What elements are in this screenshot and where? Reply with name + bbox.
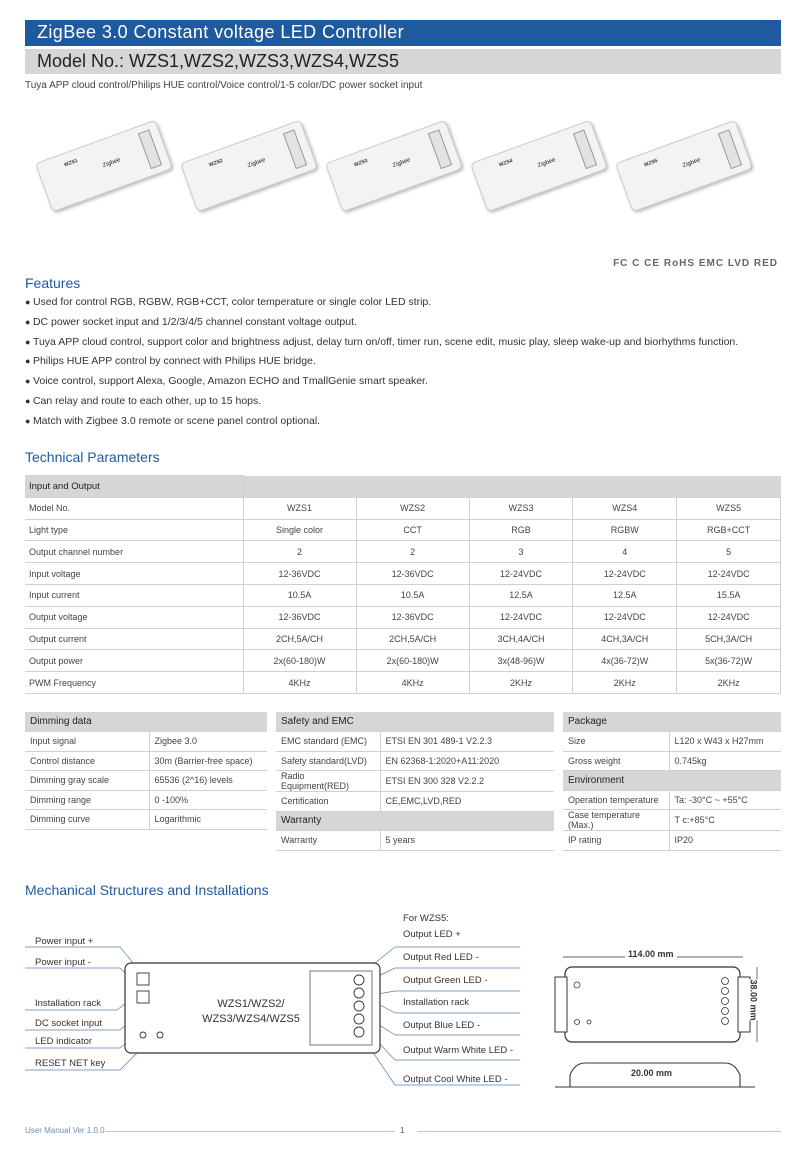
label-for-wzs5: For WZS5: [403, 913, 449, 924]
feature-item: ● Match with Zigbee 3.0 remote or scene panel control optional. [25, 415, 785, 435]
row-value: T c:+85°C [669, 810, 781, 831]
row-label: PWM Frequency [25, 672, 243, 694]
row-value: CCT [356, 519, 469, 541]
row-label: Model No. [25, 497, 243, 519]
label-green: Output Green LED - [403, 975, 488, 986]
row-value: 2CH,5A/CH [356, 628, 469, 650]
table-row [25, 790, 267, 810]
product-wzs3 [325, 120, 463, 213]
row-value: ETSI EN 300 328 V2.2.2 [380, 771, 554, 792]
row-label: Output channel number [25, 541, 243, 563]
row-label: Radio Equipment(RED) [276, 771, 380, 792]
row-value: 12-36VDC [356, 563, 469, 585]
row-label: Input voltage [25, 563, 243, 585]
row-label: EMC standard (EMC) [276, 732, 380, 752]
row-label: Case temperature (Max.) [563, 810, 669, 831]
package-heading: Package [563, 712, 781, 732]
row-value: 2x(60-180)W [243, 650, 356, 672]
row-value: 2KHz [677, 672, 781, 694]
table-row [25, 810, 267, 830]
terminal-block [573, 129, 597, 169]
zigbee-logo-icon: Zigbee [537, 157, 557, 170]
table-row [25, 584, 781, 606]
device-model-label: WZS1/WZS2/ WZS3/WZS4/WZS5 [202, 998, 300, 1025]
label-dc-socket: DC socket input [35, 1018, 103, 1029]
product-label: WZS2 [208, 157, 224, 169]
row-value: 12-24VDC [469, 563, 573, 585]
label-cool-white: Output Cool White LED - [403, 1074, 508, 1085]
row-value: 2 [356, 541, 469, 563]
label-power-in-plus: Power input + [35, 936, 94, 947]
warranty-heading: Warranty [276, 811, 554, 831]
table-row [563, 790, 781, 810]
page-number: 1 [400, 1126, 405, 1135]
table-row [25, 541, 781, 563]
table-row [25, 628, 781, 650]
label-led-indicator: LED indicator [35, 1036, 93, 1047]
row-label: Output voltage [25, 606, 243, 628]
row-value: Logarithmic [149, 810, 267, 830]
package-rows [563, 732, 781, 771]
row-value: 3CH,4A/CH [469, 628, 573, 650]
row-value: 12-36VDC [356, 606, 469, 628]
product-label: WZS4 [498, 157, 514, 169]
zigbee-logo-icon: Zigbee [247, 157, 267, 170]
table-row [25, 606, 781, 628]
product-images [30, 100, 770, 230]
terminal-block [718, 129, 742, 169]
row-value: 4x(36-72)W [573, 650, 677, 672]
row-label: Dimming range [25, 790, 149, 810]
row-value: 12-36VDC [243, 606, 356, 628]
warranty-value: 5 years [380, 831, 554, 851]
row-value: 12.5A [469, 584, 573, 606]
row-value: 2KHz [469, 672, 573, 694]
safety-rows [276, 732, 554, 812]
feature-item: ● Voice control, support Alexa, Google, Amazon ECHO and TmallGenie smart speaker. [25, 375, 785, 395]
row-label: Light type [25, 519, 243, 541]
row-value: RGB+CCT [677, 519, 781, 541]
package-table [563, 712, 781, 851]
table-row [276, 732, 554, 752]
feature-item: ● Tuya APP cloud control, support color and brightness adjust, delay turn on/off, timer run, scene edit, music play, sleep wake-up and biorhythms function. [25, 336, 785, 356]
label-reset-key: RESET NET key [35, 1058, 106, 1069]
row-label: Output current [25, 628, 243, 650]
table-row [25, 519, 781, 541]
row-value: ETSI EN 301 489-1 V2.2.3 [380, 732, 554, 752]
product-label: WZS3 [353, 157, 369, 169]
table-row [563, 810, 781, 831]
feature-item: ● Can relay and route to each other, up to 15 hops. [25, 395, 785, 415]
row-value: 12-24VDC [677, 563, 781, 585]
mech-heading: Mechanical Structures and Installations [25, 882, 269, 898]
row-value: 4KHz [243, 672, 356, 694]
terminal-block [428, 129, 452, 169]
label-warm-white: Output Warm White LED - [403, 1045, 513, 1056]
page-title: ZigBee 3.0 Constant voltage LED Controller [25, 20, 781, 46]
table-row [276, 792, 554, 812]
row-label: Gross weight [563, 751, 669, 771]
label-output-led-plus: Output LED + [403, 929, 461, 940]
table-row [276, 771, 554, 792]
row-value: IP20 [669, 831, 781, 851]
product-wzs2 [180, 120, 318, 213]
table-row [25, 497, 781, 519]
dim-depth: 20.00 mm [631, 1068, 673, 1078]
row-value: 15.5A [677, 584, 781, 606]
product-label: WZS1 [63, 157, 79, 169]
row-value: 5x(36-72)W [677, 650, 781, 672]
row-value: 65536 (2^16) levels [149, 771, 267, 791]
row-value: 0 -100% [149, 790, 267, 810]
table-row [25, 672, 781, 694]
environment-heading: Environment [563, 771, 781, 791]
table-row [25, 751, 267, 771]
row-value: WZS4 [573, 497, 677, 519]
row-value: Zigbee 3.0 [149, 732, 267, 752]
row-value: Single color [243, 519, 356, 541]
row-value: 3x(48-96)W [469, 650, 573, 672]
row-value: 12-24VDC [573, 563, 677, 585]
table-row [276, 751, 554, 771]
feature-item: ● DC power socket input and 1/2/3/4/5 channel constant voltage output. [25, 316, 785, 336]
dim-height: 38.00 mm [748, 979, 759, 1021]
terminal-block [283, 129, 307, 169]
row-value: 12-24VDC [677, 606, 781, 628]
dimming-rows [25, 732, 267, 830]
feature-item: ● Used for control RGB, RGBW, RGB+CCT, color temperature or single color LED strip. [25, 296, 785, 316]
features-heading: Features [25, 275, 81, 291]
row-label: Output power [25, 650, 243, 672]
product-wzs1 [35, 120, 173, 213]
table-section-header: Input and Output [25, 476, 243, 498]
row-value: 12-36VDC [243, 563, 356, 585]
label-blue: Output Blue LED - [403, 1020, 481, 1031]
table-row [563, 732, 781, 752]
subtitle: Tuya APP cloud control/Philips HUE control/Voice control/1-5 color/DC power socket input [25, 80, 423, 91]
tech-heading: Technical Parameters [25, 449, 160, 465]
product-wzs5 [615, 120, 753, 213]
table-row [25, 563, 781, 585]
environment-rows [563, 790, 781, 850]
row-value: WZS2 [356, 497, 469, 519]
table-row [25, 732, 267, 752]
row-label: Input current [25, 584, 243, 606]
product-label: WZS5 [643, 157, 659, 169]
label-install-rack-right: Installation rack [403, 997, 470, 1008]
row-value: 4KHz [356, 672, 469, 694]
row-value: RGBW [573, 519, 677, 541]
row-value: 5 [677, 541, 781, 563]
row-label: Size [563, 732, 669, 752]
row-label: Safety standard(LVD) [276, 751, 380, 771]
row-value: 10.5A [243, 584, 356, 606]
row-value: 12.5A [573, 584, 677, 606]
row-label: Certification [276, 792, 380, 812]
header-filler [243, 476, 781, 498]
row-value: 10.5A [356, 584, 469, 606]
row-value: 4 [573, 541, 677, 563]
manual-version: User Manual Ver 1.0.0 [25, 1126, 105, 1135]
zigbee-logo-icon: Zigbee [102, 157, 122, 170]
row-value: WZS1 [243, 497, 356, 519]
dim-width: 114.00 mm [625, 949, 677, 959]
row-value: 30m (Barrier-free space) [149, 751, 267, 771]
row-label: Operation temperature [563, 790, 669, 810]
label-power-in-minus: Power input - [35, 957, 91, 968]
warranty-label: Warranty [276, 831, 380, 851]
row-value: 4CH,3A/CH [573, 628, 677, 650]
row-label: Input signal [25, 732, 149, 752]
feature-item: ● Philips HUE APP control by connect with Philips HUE bridge. [25, 355, 785, 375]
dimming-table [25, 712, 267, 830]
safety-heading: Safety and EMC [276, 712, 554, 732]
row-value: EN 62368-1:2020+A11:2020 [380, 751, 554, 771]
dimming-heading: Dimming data [25, 712, 267, 732]
safety-table [276, 712, 554, 851]
mechanical-diagram [25, 905, 781, 1105]
features-list [25, 296, 785, 435]
row-value: WZS3 [469, 497, 573, 519]
row-value: 5CH,3A/CH [677, 628, 781, 650]
row-label: Control distance [25, 751, 149, 771]
row-label: Dimming gray scale [25, 771, 149, 791]
table-row [563, 751, 781, 771]
label-installation-rack: Installation rack [35, 998, 102, 1009]
model-number: Model No.: WZS1,WZS2,WZS3,WZS4,WZS5 [25, 49, 781, 74]
footer [25, 1126, 781, 1135]
certification-logos: FC C CE RoHS EMC LVD RED [613, 258, 778, 269]
row-value: Ta: -30°C ~ +55°C [669, 790, 781, 810]
footer-rule [105, 1131, 395, 1132]
row-value: 2KHz [573, 672, 677, 694]
footer-rule [417, 1131, 781, 1132]
row-value: RGB [469, 519, 573, 541]
terminal-block [138, 129, 162, 169]
row-value: 3 [469, 541, 573, 563]
row-label: Dimming curve [25, 810, 149, 830]
table-row [563, 831, 781, 851]
row-value: WZS5 [677, 497, 781, 519]
row-value: 0.745kg [669, 751, 781, 771]
table-row [25, 771, 267, 791]
row-value: 12-24VDC [469, 606, 573, 628]
row-value: 2x(60-180)W [356, 650, 469, 672]
product-wzs4 [470, 120, 608, 213]
row-value: CE,EMC,LVD,RED [380, 792, 554, 812]
row-value: L120 x W43 x H27mm [669, 732, 781, 752]
tech-rows [25, 497, 781, 693]
table-row [25, 650, 781, 672]
row-value: 2 [243, 541, 356, 563]
row-value: 12-24VDC [573, 606, 677, 628]
row-label: IP rating [563, 831, 669, 851]
tech-params-table [25, 475, 781, 694]
label-red: Output Red LED - [403, 952, 479, 963]
zigbee-logo-icon: Zigbee [392, 157, 412, 170]
row-value: 2CH,5A/CH [243, 628, 356, 650]
zigbee-logo-icon: Zigbee [682, 157, 702, 170]
